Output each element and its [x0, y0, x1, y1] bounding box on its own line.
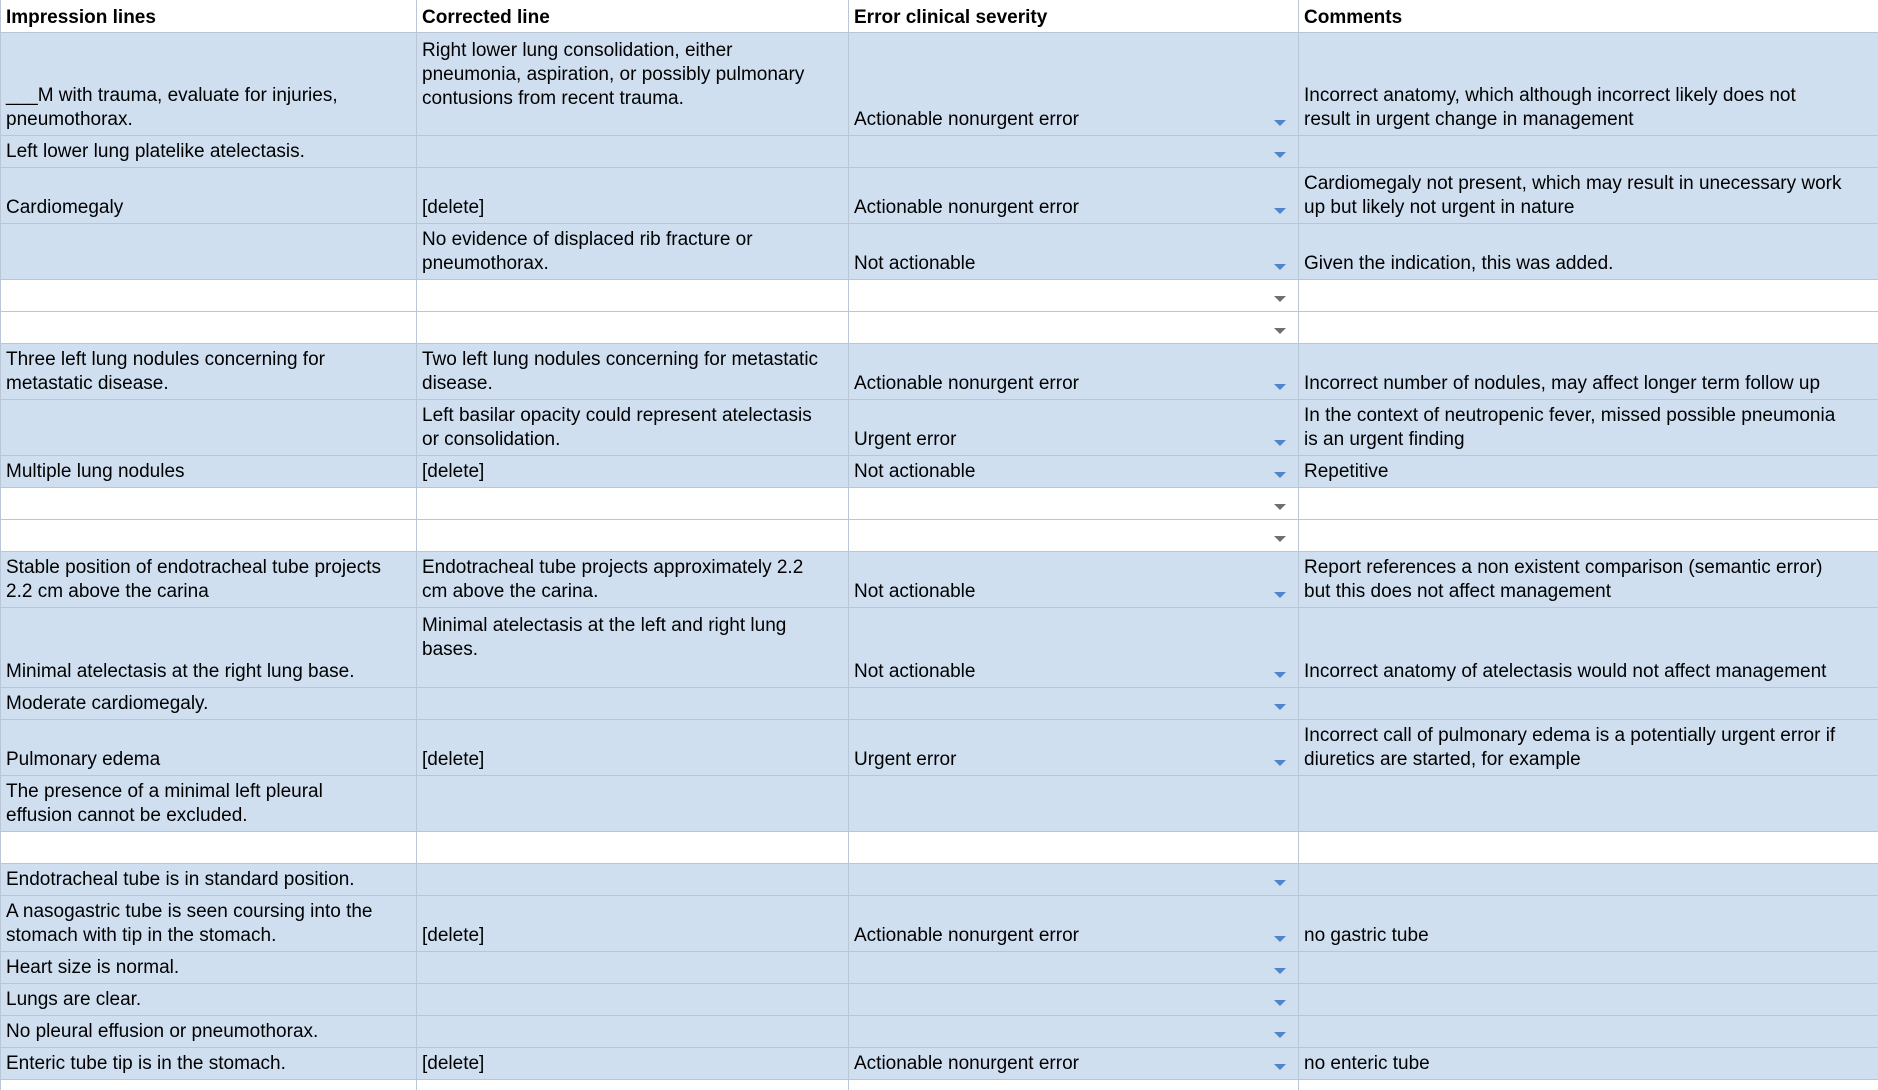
header-comments[interactable]: Comments — [1304, 7, 1403, 28]
chevron-down-icon[interactable] — [1274, 152, 1286, 158]
corrected-line-cell[interactable] — [416, 136, 848, 168]
severity-select[interactable] — [848, 33, 1298, 136]
row-divider — [0, 223, 1878, 224]
cell-text: Left basilar opacity could represent atelectasis or consolidation. — [422, 405, 812, 450]
chevron-down-icon[interactable] — [1274, 328, 1286, 334]
cell-text: [delete] — [422, 749, 485, 770]
cell-text: Actionable nonurgent error — [854, 1053, 1079, 1074]
chevron-down-icon[interactable] — [1274, 384, 1286, 390]
row-divider — [0, 983, 1878, 984]
comment-cell[interactable] — [1298, 984, 1878, 1016]
cell-text: Minimal atelectasis at the left and right lung bases. — [422, 615, 787, 660]
table-row — [0, 456, 1878, 488]
chevron-down-icon[interactable] — [1274, 264, 1286, 270]
severity-select[interactable] — [848, 1048, 1298, 1080]
chevron-down-icon[interactable] — [1274, 1000, 1286, 1006]
cell-text: Pulmonary edema — [6, 749, 161, 770]
comment-cell[interactable] — [1298, 224, 1878, 280]
impression-cell[interactable] — [0, 720, 416, 776]
row-divider — [0, 1015, 1878, 1016]
impression-cell[interactable] — [0, 776, 416, 832]
corrected-line-cell[interactable] — [416, 344, 848, 400]
row-divider — [0, 279, 1878, 280]
row-divider — [0, 1047, 1878, 1048]
cell-text: Stable position of endotracheal tube projects 2.2 cm above the carina — [6, 557, 381, 602]
comment-cell[interactable] — [1298, 33, 1878, 136]
header-row — [0, 0, 1878, 33]
comment-cell[interactable] — [1298, 1048, 1878, 1080]
cell-text: Actionable nonurgent error — [854, 109, 1079, 130]
table-row — [0, 608, 1878, 688]
table-row — [0, 136, 1878, 168]
table-row — [0, 832, 1878, 864]
cell-text: Incorrect number of nodules, may affect longer term follow up — [1304, 373, 1821, 394]
corrected-line-cell[interactable] — [416, 864, 848, 896]
severity-select[interactable] — [848, 136, 1298, 168]
chevron-down-icon[interactable] — [1274, 1064, 1286, 1070]
impression-cell[interactable] — [0, 33, 416, 136]
impression-cell[interactable] — [0, 952, 416, 984]
severity-select[interactable] — [848, 312, 1298, 344]
chevron-down-icon[interactable] — [1274, 760, 1286, 766]
impression-cell[interactable] — [0, 224, 416, 280]
table-row — [0, 400, 1878, 456]
severity-select[interactable] — [848, 864, 1298, 896]
corrected-line-cell[interactable] — [416, 552, 848, 608]
table-row — [0, 688, 1878, 720]
row-divider — [0, 719, 1878, 720]
cell-text: Report references a non existent comparison (semantic error) but this does not affect management — [1304, 557, 1823, 602]
cell-text: Moderate cardiomegaly. — [6, 693, 209, 714]
cell-text: Three left lung nodules concerning for metastatic disease. — [6, 349, 325, 394]
severity-select[interactable] — [848, 984, 1298, 1016]
chevron-down-icon[interactable] — [1274, 936, 1286, 942]
cell-text: Lungs are clear. — [6, 989, 142, 1010]
comment-cell[interactable] — [1298, 520, 1878, 552]
impression-cell[interactable] — [0, 400, 416, 456]
comment-cell[interactable] — [1298, 896, 1878, 952]
header-impression-lines[interactable]: Impression lines — [6, 7, 156, 28]
chevron-down-icon[interactable] — [1274, 672, 1286, 678]
severity-select[interactable] — [848, 400, 1298, 456]
severity-select[interactable] — [848, 688, 1298, 720]
table-row — [0, 552, 1878, 608]
comment-cell[interactable] — [1298, 312, 1878, 344]
corrected-line-cell[interactable] — [416, 280, 848, 312]
comment-cell[interactable] — [1298, 952, 1878, 984]
corrected-line-cell[interactable] — [416, 688, 848, 720]
row-divider — [0, 311, 1878, 312]
impression-cell[interactable] — [0, 984, 416, 1016]
comment-cell[interactable] — [1298, 168, 1878, 224]
severity-select[interactable] — [848, 488, 1298, 520]
chevron-down-icon[interactable] — [1274, 208, 1286, 214]
comment-cell[interactable] — [1298, 776, 1878, 832]
cell-text: In the context of neutropenic fever, missed possible pneumonia is an urgent finding — [1304, 405, 1836, 450]
severity-select[interactable] — [848, 720, 1298, 776]
cell-text: Multiple lung nodules — [6, 461, 185, 482]
comment-cell[interactable] — [1298, 832, 1878, 864]
severity-select[interactable] — [848, 224, 1298, 280]
row-divider — [0, 487, 1878, 488]
chevron-down-icon[interactable] — [1274, 592, 1286, 598]
cell-text: No pleural effusion or pneumothorax. — [6, 1021, 319, 1042]
cell-text: Not actionable — [854, 581, 976, 602]
cell-text: Left lower lung platelike atelectasis. — [6, 141, 305, 162]
cell-text: Not actionable — [854, 253, 976, 274]
comment-cell[interactable] — [1298, 280, 1878, 312]
table-row — [0, 344, 1878, 400]
cell-text: Right lower lung consolidation, either pneumonia, aspiration, or possibly pulmonary contusions from recent trauma. — [422, 40, 805, 109]
cell-text: Endotracheal tube is in standard position. — [6, 869, 355, 890]
cell-text: Cardiomegaly not present, which may result in unecessary work up but likely not urgent in nature — [1304, 173, 1842, 218]
cell-text: Two left lung nodules concerning for metastatic disease. — [422, 349, 819, 394]
comment-cell[interactable] — [1298, 608, 1878, 688]
impression-cell[interactable] — [0, 280, 416, 312]
cell-text: Not actionable — [854, 661, 976, 682]
chevron-down-icon[interactable] — [1274, 880, 1286, 886]
severity-select[interactable] — [848, 1016, 1298, 1048]
column-divider — [416, 0, 417, 1090]
cell-text: Cardiomegaly — [6, 197, 124, 218]
chevron-down-icon[interactable] — [1274, 440, 1286, 446]
severity-select[interactable] — [848, 832, 1298, 864]
header-corrected-line[interactable]: Corrected line — [422, 7, 550, 28]
row-divider — [0, 343, 1878, 344]
row-divider — [0, 455, 1878, 456]
corrected-line-cell[interactable] — [416, 456, 848, 488]
table-row — [0, 224, 1878, 280]
row-divider — [0, 1079, 1878, 1080]
cell-text: A nasogastric tube is seen coursing into the stomach with tip in the stomach. — [6, 901, 373, 946]
table-row — [0, 776, 1878, 832]
corrected-line-cell[interactable] — [416, 168, 848, 224]
cell-text: [delete] — [422, 461, 485, 482]
header-error-clinical-severity[interactable]: Error clinical severity — [854, 7, 1048, 28]
impression-cell[interactable] — [0, 864, 416, 896]
cell-text: Urgent error — [854, 429, 957, 450]
cell-text: Heart size is normal. — [6, 957, 180, 978]
corrected-line-cell[interactable] — [416, 832, 848, 864]
chevron-down-icon[interactable] — [1274, 1032, 1286, 1038]
cell-text: Enteric tube tip is in the stomach. — [6, 1053, 286, 1074]
cell-text: Incorrect anatomy of atelectasis would not affect management — [1304, 661, 1827, 682]
row-divider — [0, 135, 1878, 136]
table-row — [0, 952, 1878, 984]
row-divider — [0, 775, 1878, 776]
chevron-down-icon[interactable] — [1274, 536, 1286, 542]
cell-text: Minimal atelectasis at the right lung base. — [6, 661, 355, 682]
severity-select[interactable] — [848, 344, 1298, 400]
corrected-line-cell[interactable] — [416, 224, 848, 280]
corrected-line-cell[interactable] — [416, 720, 848, 776]
row-divider — [0, 551, 1878, 552]
impression-cell[interactable] — [0, 344, 416, 400]
table-row — [0, 720, 1878, 776]
comment-cell[interactable] — [1298, 720, 1878, 776]
corrected-line-cell[interactable] — [416, 952, 848, 984]
cell-text: Actionable nonurgent error — [854, 925, 1079, 946]
impression-cell[interactable] — [0, 832, 416, 864]
corrected-line-cell[interactable] — [416, 520, 848, 552]
cell-text: Incorrect call of pulmonary edema is a potentially urgent error if diuretics are started, for example — [1304, 725, 1836, 770]
corrected-line-cell[interactable] — [416, 1016, 848, 1048]
impression-cell[interactable] — [0, 520, 416, 552]
cell-text: Repetitive — [1304, 461, 1389, 482]
impression-cell[interactable] — [0, 136, 416, 168]
table-row — [0, 33, 1878, 136]
comment-cell[interactable] — [1298, 488, 1878, 520]
cell-text: Incorrect anatomy, which although incorrect likely does not result in urgent change in management — [1304, 85, 1796, 130]
impression-cell[interactable] — [0, 488, 416, 520]
comment-cell[interactable] — [1298, 456, 1878, 488]
corrected-line-cell[interactable] — [416, 312, 848, 344]
impression-cell[interactable] — [0, 896, 416, 952]
column-divider — [1298, 0, 1299, 1090]
severity-select[interactable] — [848, 608, 1298, 688]
cell-text: Urgent error — [854, 749, 957, 770]
chevron-down-icon[interactable] — [1274, 120, 1286, 126]
severity-select[interactable] — [848, 280, 1298, 312]
cell-text: Not actionable — [854, 461, 976, 482]
cell-text: no enteric tube — [1304, 1053, 1430, 1074]
column-divider — [0, 0, 1, 1090]
impression-cell[interactable] — [0, 688, 416, 720]
cell-text: [delete] — [422, 925, 485, 946]
cell-text: No evidence of displaced rib fracture or pneumothorax. — [422, 229, 753, 274]
comment-cell[interactable] — [1298, 1016, 1878, 1048]
comment-cell[interactable] — [1298, 136, 1878, 168]
cell-text: Given the indication, this was added. — [1304, 253, 1614, 274]
severity-select[interactable] — [848, 168, 1298, 224]
severity-select[interactable] — [848, 552, 1298, 608]
corrected-line-cell[interactable] — [416, 776, 848, 832]
corrected-line-cell[interactable] — [416, 488, 848, 520]
row-divider — [0, 951, 1878, 952]
table-row — [0, 520, 1878, 552]
severity-select[interactable] — [848, 456, 1298, 488]
impression-cell[interactable] — [0, 312, 416, 344]
row-divider — [0, 895, 1878, 896]
cell-text: ___M with trauma, evaluate for injuries, pneumothorax. — [6, 85, 338, 130]
table-row — [0, 984, 1878, 1016]
chevron-down-icon[interactable] — [1274, 472, 1286, 478]
cell-text: no gastric tube — [1304, 925, 1429, 946]
impression-cell[interactable] — [0, 1048, 416, 1080]
impression-cell[interactable] — [0, 456, 416, 488]
corrected-line-cell[interactable] — [416, 896, 848, 952]
table-row — [0, 1016, 1878, 1048]
corrected-line-cell[interactable] — [416, 984, 848, 1016]
row-divider — [0, 167, 1878, 168]
row-divider — [0, 607, 1878, 608]
severity-select[interactable] — [848, 896, 1298, 952]
impression-cell[interactable] — [0, 608, 416, 688]
chevron-down-icon[interactable] — [1274, 296, 1286, 302]
table-row — [0, 280, 1878, 312]
impression-cell[interactable] — [0, 168, 416, 224]
corrected-line-cell[interactable] — [416, 33, 848, 136]
chevron-down-icon[interactable] — [1274, 704, 1286, 710]
table-row — [0, 864, 1878, 896]
row-divider — [0, 831, 1878, 832]
table-row — [0, 896, 1878, 952]
cell-text: [delete] — [422, 197, 485, 218]
row-divider — [0, 32, 1878, 33]
comment-cell[interactable] — [1298, 688, 1878, 720]
corrected-line-cell[interactable] — [416, 400, 848, 456]
cell-text: The presence of a minimal left pleural effusion cannot be excluded. — [6, 781, 323, 826]
impression-cell[interactable] — [0, 552, 416, 608]
impression-cell[interactable] — [0, 1016, 416, 1048]
cell-text: Endotracheal tube projects approximately 2.2 cm above the carina. — [422, 557, 804, 602]
corrected-line-cell[interactable] — [416, 608, 848, 688]
row-divider — [0, 687, 1878, 688]
table-row — [0, 1048, 1878, 1080]
cell-text: [delete] — [422, 1053, 485, 1074]
table-row — [0, 168, 1878, 224]
severity-select[interactable] — [848, 952, 1298, 984]
chevron-down-icon[interactable] — [1274, 968, 1286, 974]
comment-cell[interactable] — [1298, 400, 1878, 456]
cell-text: Actionable nonurgent error — [854, 373, 1079, 394]
comment-cell[interactable] — [1298, 864, 1878, 896]
row-divider — [0, 863, 1878, 864]
cell-text: Actionable nonurgent error — [854, 197, 1079, 218]
table-row — [0, 488, 1878, 520]
table-row — [0, 312, 1878, 344]
row-divider — [0, 399, 1878, 400]
chevron-down-icon[interactable] — [1274, 504, 1286, 510]
row-divider — [0, 519, 1878, 520]
corrected-line-cell[interactable] — [416, 1048, 848, 1080]
column-divider — [848, 0, 849, 1090]
severity-select[interactable] — [848, 776, 1298, 832]
comment-cell[interactable] — [1298, 344, 1878, 400]
comment-cell[interactable] — [1298, 552, 1878, 608]
severity-select[interactable] — [848, 520, 1298, 552]
